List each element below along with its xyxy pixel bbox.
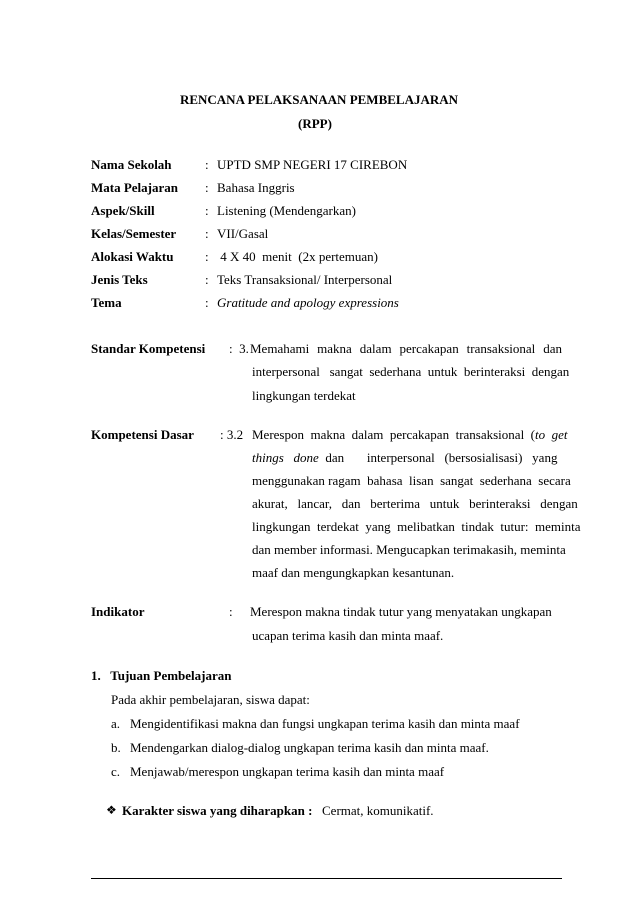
standar-kompetensi-text	[250, 337, 570, 407]
identity-label: Mata Pelajaran	[91, 180, 179, 195]
tujuan-item-marker: a.	[111, 716, 121, 731]
tujuan-heading: 1. Tujuan Pembelajaran	[91, 668, 232, 683]
identity-label: Tema	[91, 295, 122, 310]
standar-line: Memahami makna dalam percakapan transaksional dan	[250, 341, 562, 356]
indikator-label: Indikator	[91, 604, 145, 619]
kompetensi-line: menggunakan ragam bahasa lisan sangat sederhana secara	[252, 473, 571, 488]
kompetensi-line2	[252, 450, 557, 466]
identity-value: Teks Transaksional/ Interpersonal	[217, 272, 393, 287]
indikator-line: Merespon makna tindak tutur yang menyatakan ungkapan	[250, 604, 552, 619]
kompetensi-line2-italic: things done	[252, 450, 319, 465]
identity-value: UPTD SMP NEGERI 17 CIREBON	[217, 157, 408, 172]
tujuan-item: Menjawab/merespon ungkapan terima kasih dan minta maaf	[130, 764, 445, 779]
kompetensi-dasar-label: Kompetensi Dasar	[91, 427, 194, 442]
kompetensi-line: akurat, lancar, dan berterima untuk berinteraksi dengan	[252, 496, 578, 511]
kompetensi-line1	[252, 427, 568, 443]
kompetensi-line: lingkungan terdekat yang melibatkan tindak tutur: meminta	[252, 519, 581, 534]
kompetensi-dasar-number: : 3.2	[220, 427, 244, 442]
tujuan-item: Mengidentifikasi makna dan fungsi ungkapan terima kasih dan minta maaf	[130, 716, 520, 731]
standar-kompetensi-label: Standar Kompetensi	[91, 341, 206, 356]
document-subtitle: (RPP)	[298, 116, 332, 131]
indikator-colon: :	[229, 604, 233, 619]
tujuan-item: Mendengarkan dialog-dialog ungkapan terima kasih dan minta maaf.	[130, 740, 489, 755]
identity-label: Nama Sekolah	[91, 157, 172, 172]
identity-colon: :	[205, 249, 209, 264]
standar-line: interpersonal sangat sederhana untuk berinteraksi dengan	[252, 364, 570, 380]
identity-value: Gratitude and apology expressions	[217, 295, 399, 310]
kompetensi-line1-text: Merespon makna dalam percakapan transaksional (	[252, 427, 536, 442]
kompetensi-line: maaf dan mengungkapkan kesantunan.	[252, 565, 455, 580]
identity-colon: :	[205, 180, 209, 195]
identity-label: Jenis Teks	[91, 272, 148, 287]
identity-label: Alokasi Waktu	[91, 249, 174, 264]
identity-value: VII/Gasal	[217, 226, 269, 241]
footer-divider	[91, 878, 562, 879]
kompetensi-line: dan member informasi. Mengucapkan terimakasih, meminta	[252, 542, 566, 557]
identity-label: Aspek/Skill	[91, 203, 155, 218]
karakter-value: Cermat, komunikatif.	[322, 803, 434, 818]
diamond-bullet-icon: ❖	[106, 803, 117, 817]
document-title: RENCANA PELAKSANAAN PEMBELAJARAN	[179, 92, 459, 107]
standar-kompetensi-number: : 3.	[229, 341, 249, 356]
identity-value: 4 X 40 menit (2x pertemuan)	[217, 249, 379, 264]
identity-colon: :	[205, 157, 209, 172]
identity-value: Listening (Mendengarkan)	[217, 203, 356, 218]
tujuan-intro: Pada akhir pembelajaran, siswa dapat:	[111, 692, 310, 707]
identity-value: Bahasa Inggris	[217, 180, 295, 195]
identity-colon: :	[205, 295, 209, 310]
karakter-label: Karakter siswa yang diharapkan :	[122, 803, 313, 818]
tujuan-item-marker: b.	[111, 740, 121, 755]
identity-colon: :	[205, 203, 209, 218]
standar-line: lingkungan terdekat	[252, 387, 356, 403]
indikator-line: ucapan terima kasih dan minta maaf.	[252, 628, 444, 643]
kompetensi-line2-text: dan interpersonal (bersosialisasi) yang	[318, 450, 558, 465]
tujuan-item-marker: c.	[111, 764, 121, 779]
kompetensi-line1-italic: to get	[535, 427, 568, 442]
identity-colon: :	[205, 226, 209, 241]
identity-label: Kelas/Semester	[91, 226, 177, 241]
identity-colon: :	[205, 272, 209, 287]
